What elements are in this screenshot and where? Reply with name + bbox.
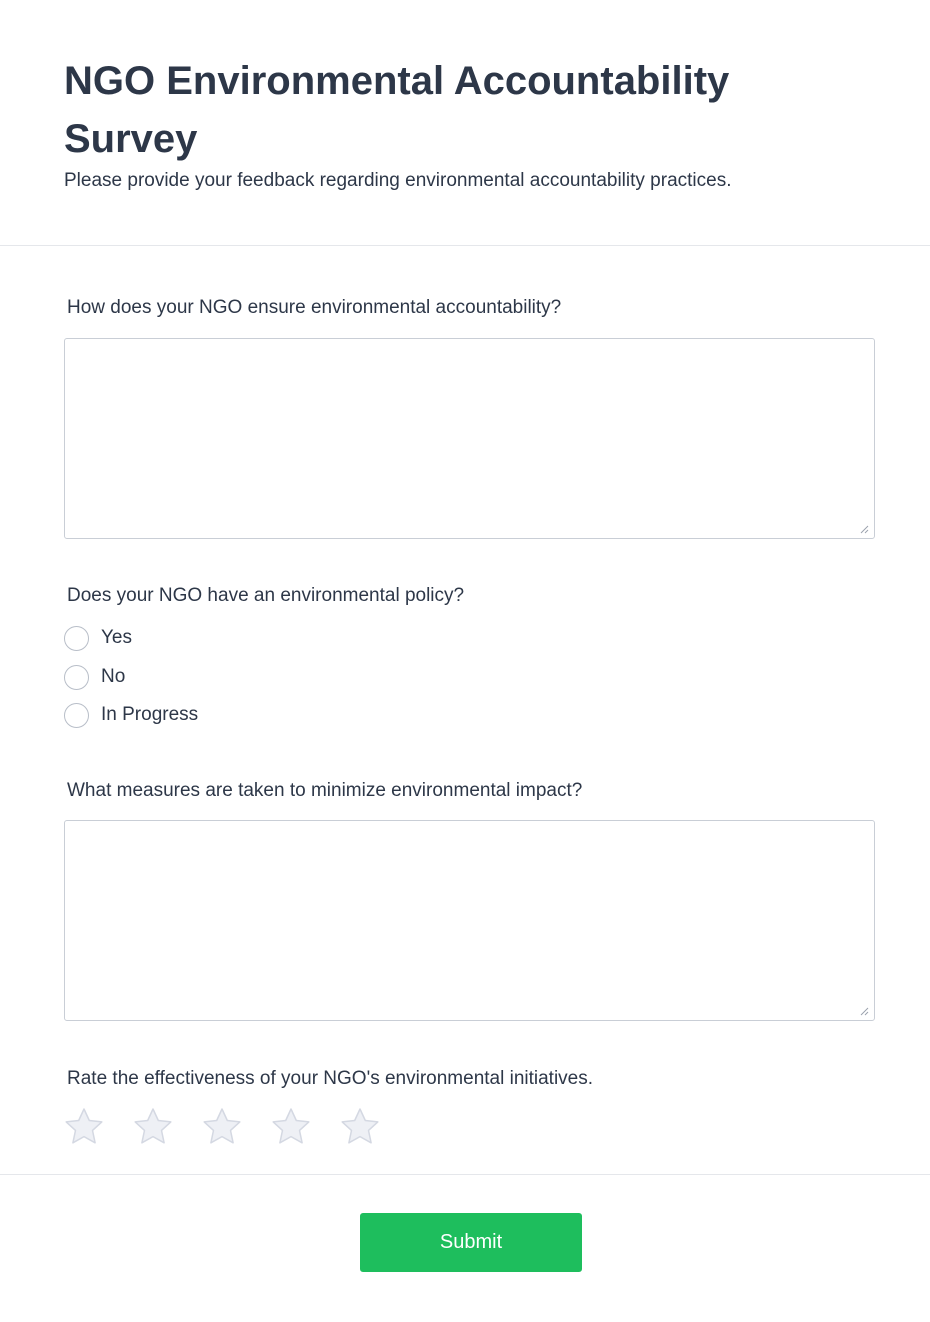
radio-label: No [101, 666, 126, 687]
radio-button[interactable] [64, 665, 89, 690]
star-icon-5[interactable] [340, 1107, 380, 1147]
radio-label: In Progress [101, 704, 199, 725]
star-icon-2[interactable] [133, 1107, 173, 1147]
question-label-policy: Does your NGO have an environmental policy? [67, 585, 465, 606]
radio-option-no[interactable] [64, 664, 125, 690]
question-label-accountability: How does your NGO ensure environmental accountability? [67, 297, 562, 318]
star-rating[interactable] [64, 1107, 409, 1147]
star-icon-1[interactable] [64, 1107, 104, 1147]
radio-option-yes[interactable] [64, 625, 132, 651]
resize-grip-icon[interactable] [859, 1006, 869, 1016]
submit-button[interactable]: Submit [360, 1213, 582, 1272]
star-icon-4[interactable] [271, 1107, 311, 1147]
page-title: NGO Environmental Accountability Survey [64, 59, 730, 161]
footer-divider [0, 1174, 930, 1175]
accountability-textarea[interactable] [64, 338, 875, 539]
measures-textarea[interactable] [64, 820, 875, 1021]
radio-label: Yes [101, 627, 132, 648]
question-label-rating: Rate the effectiveness of your NGO's environmental initiatives. [67, 1068, 594, 1089]
star-icon-3[interactable] [202, 1107, 242, 1147]
radio-button[interactable] [64, 703, 89, 728]
radio-option-in-progress[interactable] [64, 702, 198, 728]
radio-button[interactable] [64, 626, 89, 651]
resize-grip-icon[interactable] [859, 524, 869, 534]
question-label-measures: What measures are taken to minimize environmental impact? [67, 780, 583, 801]
survey-header [0, 0, 930, 246]
page-subtitle: Please provide your feedback regarding environmental accountability practices. [64, 170, 732, 191]
